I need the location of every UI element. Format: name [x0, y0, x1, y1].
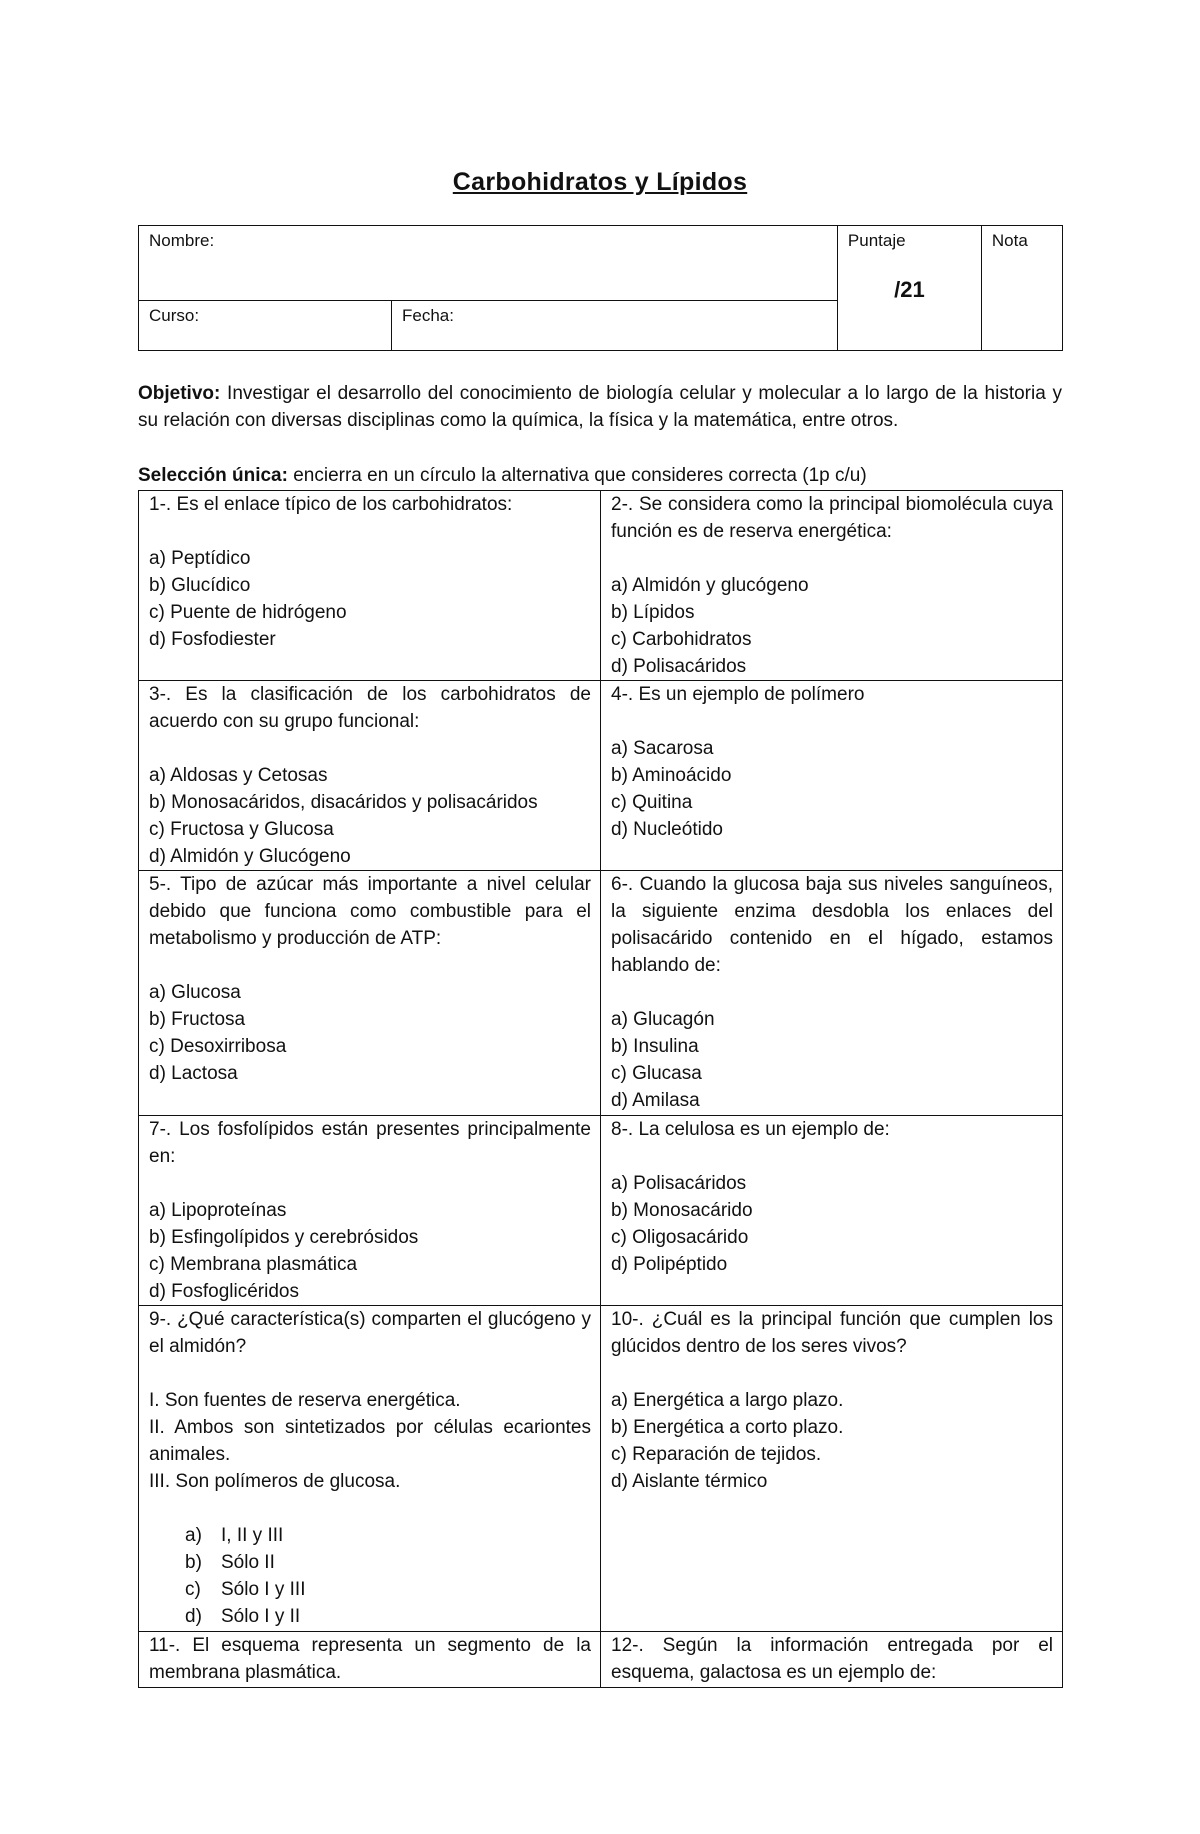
- option-c[interactable]: c) Fructosa y Glucosa: [149, 819, 334, 840]
- student-info-table: [138, 225, 1063, 351]
- question-stem: 7-. Los fosfolípidos están presentes principalmente en:: [149, 1119, 591, 1167]
- nombre-label: Nombre:: [149, 231, 215, 250]
- option-c[interactable]: c) Membrana plasmática: [149, 1254, 358, 1275]
- option-a[interactable]: a) Polisacáridos: [611, 1173, 747, 1194]
- question-stem: 10-. ¿Cuál es la principal función que cumplen los glúcidos dentro de los seres vivos?: [611, 1309, 1053, 1357]
- curso-label: Curso:: [149, 306, 200, 325]
- statement-1: I. Son fuentes de reserva energética.: [149, 1390, 461, 1411]
- question-stem: 6-. Cuando la glucosa baja sus niveles sanguíneos, la siguiente enzima desdobla los enlaces del polisacárido contenido en el hígado, estamos hablando de:: [611, 874, 1053, 976]
- option-b[interactable]: b) Monosacárido: [611, 1200, 753, 1221]
- puntaje-label: Puntaje: [847, 231, 906, 250]
- question-stem: 11-. El esquema representa un segmento de la membrana plasmática.: [149, 1635, 591, 1683]
- option-d[interactable]: d) Amilasa: [611, 1090, 700, 1111]
- statement-3: III. Son polímeros de glucosa.: [149, 1471, 401, 1492]
- option-c[interactable]: c) Glucasa: [611, 1063, 702, 1084]
- question-8: [601, 1116, 1063, 1306]
- option-b[interactable]: b) Lípidos: [611, 602, 695, 623]
- question-stem: 5-. Tipo de azúcar más importante a nivel celular debido que funciona como combustible para el metabolismo y producción de ATP:: [149, 874, 591, 949]
- option-a[interactable]: a) Sacarosa: [611, 738, 714, 759]
- option-c[interactable]: c) Desoxirribosa: [149, 1036, 287, 1057]
- option-d[interactable]: d) Lactosa: [149, 1063, 238, 1084]
- option-b[interactable]: b) Fructosa: [149, 1009, 246, 1030]
- nota-cell[interactable]: [981, 226, 1062, 351]
- option-b[interactable]: b) Energética a corto plazo.: [611, 1417, 844, 1438]
- objective-text: Investigar el desarrollo del conocimiento de biología celular y molecular a lo largo de la historia y su relación con diversas disciplinas como la química, la física y la matemática, entre otros.: [138, 383, 1062, 431]
- option-d[interactable]: [149, 1603, 591, 1630]
- option-d[interactable]: d) Polipéptido: [611, 1254, 728, 1275]
- option-b[interactable]: [149, 1549, 591, 1576]
- question-2: [601, 491, 1063, 681]
- question-5: [139, 871, 601, 1116]
- option-b[interactable]: b) Esfingolípidos y cerebrósidos: [149, 1227, 419, 1248]
- option-d[interactable]: d) Fosfodiester: [149, 629, 276, 650]
- question-stem: 8-. La celulosa es un ejemplo de:: [611, 1119, 890, 1140]
- option-letter: d): [185, 1606, 202, 1627]
- option-b[interactable]: b) Aminoácido: [611, 765, 732, 786]
- question-stem: 3-. Es la clasificación de los carbohidratos de acuerdo con su grupo funcional:: [149, 684, 591, 732]
- option-text: Sólo I y II: [221, 1606, 301, 1627]
- option-letter: b): [185, 1552, 202, 1573]
- option-a[interactable]: a) Energética a largo plazo.: [611, 1390, 844, 1411]
- option-c[interactable]: [149, 1576, 591, 1603]
- option-c[interactable]: c) Puente de hidrógeno: [149, 602, 347, 623]
- option-text: Sólo II: [221, 1552, 275, 1573]
- question-stem: 4-. Es un ejemplo de polímero: [611, 684, 865, 705]
- nota-label: Nota: [991, 231, 1028, 250]
- question-9: [139, 1306, 601, 1632]
- question-6: [601, 871, 1063, 1116]
- option-a[interactable]: a) Almidón y glucógeno: [611, 575, 809, 596]
- option-a[interactable]: a) Peptídico: [149, 548, 251, 569]
- question-stem: 9-. ¿Qué característica(s) comparten el glucógeno y el almidón?: [149, 1309, 591, 1357]
- selection-label: Selección única:: [138, 465, 288, 486]
- option-text: Sólo I y III: [221, 1579, 306, 1600]
- question-10: [601, 1306, 1063, 1632]
- puntaje-cell: [837, 226, 981, 351]
- option-b[interactable]: b) Insulina: [611, 1036, 699, 1057]
- page-title: Carbohidratos y Lípidos: [452, 168, 748, 196]
- option-a[interactable]: a) Glucosa: [149, 982, 241, 1003]
- option-d[interactable]: d) Polisacáridos: [611, 656, 747, 677]
- option-c[interactable]: c) Oligosacárido: [611, 1227, 749, 1248]
- option-d[interactable]: d) Fosfoglicéridos: [149, 1281, 299, 1302]
- option-letter: a): [185, 1525, 202, 1546]
- option-c[interactable]: c) Quitina: [611, 792, 693, 813]
- question-1: [139, 491, 601, 681]
- option-d[interactable]: d) Nucleótido: [611, 819, 723, 840]
- option-c[interactable]: c) Reparación de tejidos.: [611, 1444, 822, 1465]
- question-3: [139, 681, 601, 871]
- curso-cell[interactable]: [139, 301, 392, 351]
- objective-label: Objetivo:: [138, 383, 221, 404]
- question-12: [601, 1632, 1063, 1688]
- option-a[interactable]: a) Lipoproteínas: [149, 1200, 287, 1221]
- option-text: I, II y III: [221, 1525, 284, 1546]
- question-stem: 2-. Se considera como la principal biomolécula cuya función es de reserva energética:: [611, 494, 1053, 542]
- questions-table: [138, 490, 1063, 1688]
- option-b[interactable]: b) Glucídico: [149, 575, 251, 596]
- objective-paragraph: [138, 380, 1062, 434]
- option-a[interactable]: [149, 1522, 591, 1549]
- option-a[interactable]: a) Aldosas y Cetosas: [149, 765, 328, 786]
- question-11: [139, 1632, 601, 1688]
- question-7: [139, 1116, 601, 1306]
- option-d[interactable]: d) Almidón y Glucógeno: [149, 846, 351, 867]
- question-4: [601, 681, 1063, 871]
- option-d[interactable]: d) Aislante térmico: [611, 1471, 768, 1492]
- question-stem: 12-. Según la información entregada por el esquema, galactosa es un ejemplo de:: [611, 1635, 1053, 1683]
- fecha-label: Fecha:: [402, 306, 454, 325]
- option-b[interactable]: b) Monosacáridos, disacáridos y polisacáridos: [149, 792, 538, 813]
- question-stem: 1-. Es el enlace típico de los carbohidratos:: [149, 494, 513, 515]
- option-a[interactable]: a) Glucagón: [611, 1009, 715, 1030]
- selection-instructions: [138, 462, 1062, 489]
- score-total: /21: [894, 277, 925, 302]
- nombre-cell[interactable]: [139, 226, 838, 301]
- statement-2: II. Ambos son sintetizados por células ecariontes animales.: [149, 1417, 591, 1465]
- option-c[interactable]: c) Carbohidratos: [611, 629, 752, 650]
- selection-text: encierra en un círculo la alternativa que consideres correcta (1p c/u): [287, 465, 867, 486]
- option-letter: c): [185, 1579, 201, 1600]
- fecha-cell[interactable]: [392, 301, 838, 351]
